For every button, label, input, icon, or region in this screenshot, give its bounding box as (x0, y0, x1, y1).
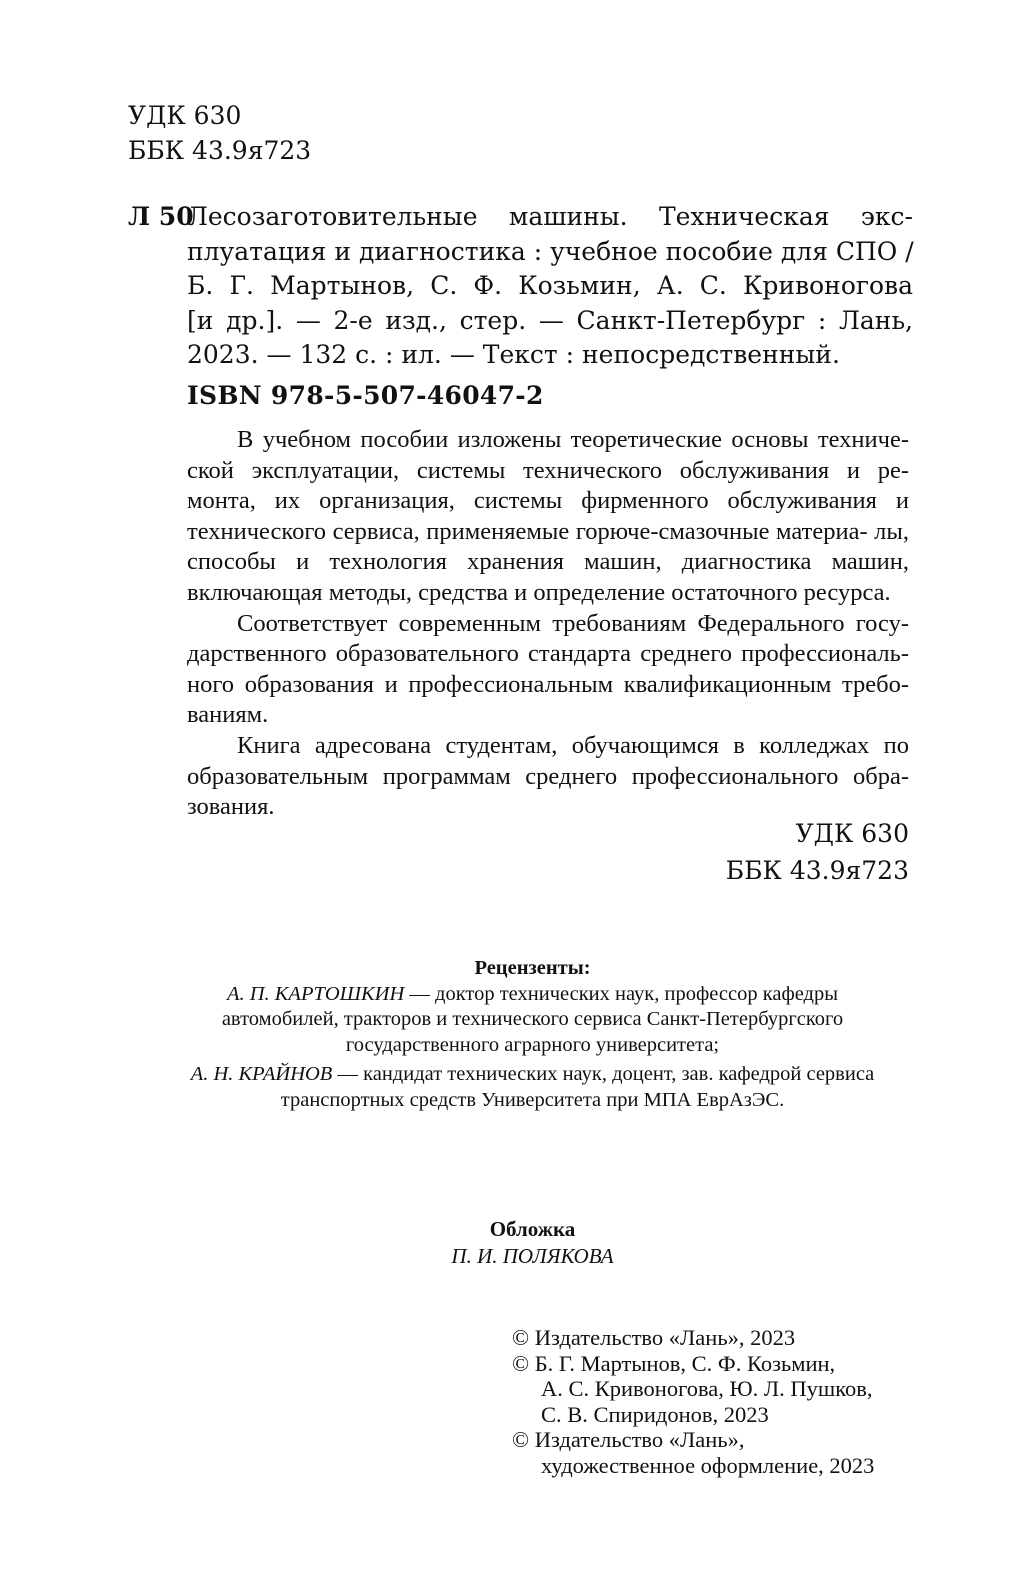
annotation-paragraph: В учебном пособии изложены теоретические основы техниче- ской эксплуатации, системы технического обслуживания и ре- монта, их организация, системы фирменного обслуживания и технического сервиса, применяемые горюче-смазочные материа- лы, способы и технология хранения машин, диагностика машин, включающая методы, средства и определение остаточного ресурса. (187, 426, 909, 606)
annotation (187, 425, 909, 823)
author-mark: Л 50 (128, 202, 194, 231)
reviewer-name: А. Н. КРАЙНОВ (190, 1063, 333, 1085)
reviewer-name: А. П. КАРТОШКИН (226, 982, 405, 1005)
copyright-line: © Издательство «Лань», (512, 1427, 745, 1452)
catalog-line: плуатация и диагностика : учебное пособие для СПО / (187, 236, 914, 266)
bbk-code: ББК 43.9я723 (725, 856, 909, 885)
bbk-code: ББК 43.9я723 (128, 136, 312, 165)
reviewer-entry (170, 1062, 895, 1113)
classification-codes-bottom (726, 815, 909, 889)
copyright-line: © Издательство «Лань», 2023 (512, 1325, 796, 1350)
copyright-line: С. В. Спиридонов, 2023 (541, 1401, 769, 1427)
copyright-line: А. С. Кривоногова, Ю. Л. Пушков, (541, 1376, 873, 1401)
reviewer-details: — кандидат технических наук, доцент, зав. кафедрой сервиса транспортных средств Университета при МПА ЕврАзЭС. (280, 1063, 875, 1111)
isbn: ISBN 978-5-507-46047-2 (187, 381, 544, 410)
udk-code: УДК 630 (128, 101, 242, 130)
annotation-paragraph: Книга адресована студентам, обучающимся в колледжах по образовательным программам среднего профессионального обра- зования. (187, 731, 909, 821)
annotation-paragraph: Соответствует современным требованиям Федерального госу- дарственного образовательного стандарта среднего профессиональ- ного образования и профессиональным квалификационным требо- ваниям. (187, 609, 909, 729)
reviewers-title: Рецензенты: (474, 957, 591, 979)
cover-credit (170, 1216, 895, 1270)
catalog-line: 2023. — 132 с. : ил. — Текст : непосредственный. (187, 340, 840, 369)
catalog-line: [и др.]. — 2-е изд., стер. — Санкт-Петербург : Лань, (187, 305, 913, 335)
catalog-line: Лесозаготовительные машины. Техническая экс- (187, 202, 913, 231)
catalog-record (128, 200, 913, 373)
catalog-line: Б. Г. Мартынов, С. Ф. Козьмин, А. С. Кривоногова (187, 271, 913, 300)
cover-title: Обложка (489, 1217, 576, 1241)
copyright-line: художественное оформление, 2023 (541, 1452, 875, 1478)
classification-codes-top (128, 98, 311, 168)
cover-designer: П. И. ПОЛЯКОВА (451, 1244, 614, 1268)
reviewer-entry (170, 982, 895, 1059)
catalog-description (187, 200, 913, 373)
copyright-line: © Б. Г. Мартынов, С. Ф. Козьмин, (512, 1350, 836, 1376)
udk-code: УДК 630 (795, 819, 909, 848)
reviewer-details: — доктор технических наук, профессор кафедры автомобилей, тракторов и технического сервиса Санкт-Петербургского государственного аграрного университета; (221, 982, 844, 1056)
copyright-block (512, 1325, 874, 1478)
reviewers-block (170, 956, 895, 1117)
